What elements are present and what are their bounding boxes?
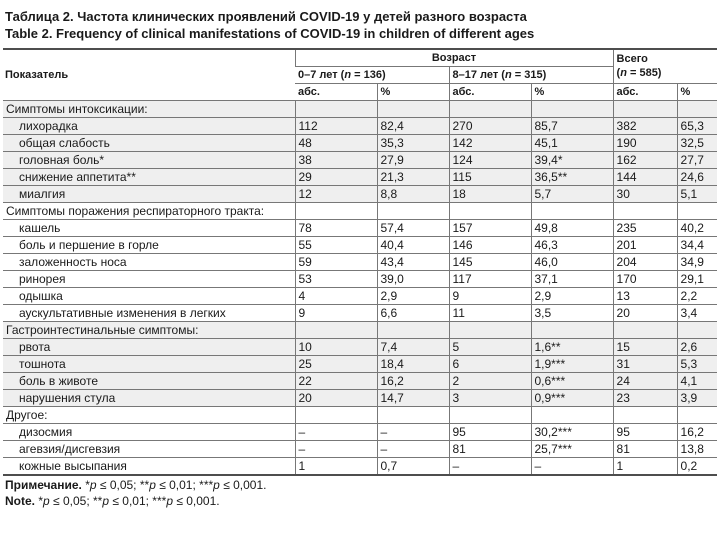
abs-8-17-cell: 3	[449, 390, 531, 407]
pct-total-cell: 2,6	[677, 339, 717, 356]
pct-0-7-cell: 18,4	[377, 356, 449, 373]
pct-total-cell: 2,2	[677, 288, 717, 305]
pct-8-17-cell: 85,7	[531, 118, 613, 135]
pct-0-7-cell: 14,7	[377, 390, 449, 407]
note-ru: Примечание. *p ≤ 0,05; **p ≤ 0,01; ***p ≤ 0,001.	[5, 478, 267, 492]
abs-total-cell: 15	[613, 339, 677, 356]
abs-0-7-cell: 20	[295, 390, 377, 407]
abs-total-cell: 31	[613, 356, 677, 373]
pct-8-17-cell: 5,7	[531, 186, 613, 203]
pct-total-cell: 40,2	[677, 220, 717, 237]
empty-cell	[377, 203, 449, 220]
empty-cell	[677, 203, 717, 220]
empty-cell	[613, 203, 677, 220]
row-label: одышка	[3, 288, 295, 305]
row-label: снижение аппетита**	[3, 169, 295, 186]
empty-cell	[449, 407, 531, 424]
abs-0-7-cell: –	[295, 441, 377, 458]
pct-8-17-cell: 45,1	[531, 135, 613, 152]
abs-total-cell: 201	[613, 237, 677, 254]
abs-8-17-cell: 5	[449, 339, 531, 356]
table-caption	[3, 0, 717, 42]
pct-total-cell: 34,9	[677, 254, 717, 271]
pct-total-cell: 34,4	[677, 237, 717, 254]
table-row	[3, 271, 717, 288]
pct-8-17-cell: 0,6***	[531, 373, 613, 390]
abs-total-cell: 170	[613, 271, 677, 288]
section-title: Симптомы поражения респираторного тракта:	[3, 203, 295, 220]
abs-total-cell: 20	[613, 305, 677, 322]
table-row	[3, 220, 717, 237]
empty-cell	[449, 322, 531, 339]
pct-0-7-cell: –	[377, 424, 449, 441]
abs-header: абс.	[613, 84, 677, 101]
pct-0-7-cell: –	[377, 441, 449, 458]
pct-header: %	[677, 84, 717, 101]
abs-8-17-cell: 157	[449, 220, 531, 237]
empty-cell	[295, 101, 377, 118]
table-row	[3, 390, 717, 407]
abs-8-17-cell: 81	[449, 441, 531, 458]
section-header-row	[3, 407, 717, 424]
section-header-row	[3, 101, 717, 118]
section-title: Гастроинтестинальные симптомы:	[3, 322, 295, 339]
abs-0-7-cell: 55	[295, 237, 377, 254]
group-8-17-header: 8–17 лет (n = 315)	[449, 67, 613, 84]
pct-8-17-cell: 36,5**	[531, 169, 613, 186]
abs-0-7-cell: 10	[295, 339, 377, 356]
abs-8-17-cell: 18	[449, 186, 531, 203]
abs-8-17-cell: 95	[449, 424, 531, 441]
pct-8-17-cell: 30,2***	[531, 424, 613, 441]
pct-8-17-cell: 3,5	[531, 305, 613, 322]
table-row	[3, 441, 717, 458]
row-label: миалгия	[3, 186, 295, 203]
abs-total-cell: 162	[613, 152, 677, 169]
row-label: агевзия/дисгевзия	[3, 441, 295, 458]
empty-cell	[449, 101, 531, 118]
table-row	[3, 288, 717, 305]
row-label: аускультативные изменения в легких	[3, 305, 295, 322]
abs-8-17-cell: 145	[449, 254, 531, 271]
pct-0-7-cell: 40,4	[377, 237, 449, 254]
total-header-label: Всего	[616, 53, 648, 65]
row-label: дизосмия	[3, 424, 295, 441]
age-header: Возраст	[295, 49, 613, 67]
pct-8-17-cell: 46,3	[531, 237, 613, 254]
empty-cell	[531, 407, 613, 424]
pct-total-cell: 3,4	[677, 305, 717, 322]
table-row	[3, 356, 717, 373]
section-header-row	[3, 322, 717, 339]
table-notes	[3, 477, 717, 509]
pct-8-17-cell: 1,9***	[531, 356, 613, 373]
abs-8-17-cell: 117	[449, 271, 531, 288]
table-row	[3, 237, 717, 254]
abs-total-cell: 23	[613, 390, 677, 407]
empty-cell	[377, 101, 449, 118]
table-row	[3, 135, 717, 152]
abs-0-7-cell: 4	[295, 288, 377, 305]
pct-total-cell: 27,7	[677, 152, 717, 169]
pct-total-cell: 5,1	[677, 186, 717, 203]
table-row	[3, 186, 717, 203]
pct-total-cell: 4,1	[677, 373, 717, 390]
total-header: Всего (n = 585)	[613, 49, 717, 84]
section-title: Симптомы интоксикации:	[3, 101, 295, 118]
table-body	[3, 101, 717, 476]
abs-0-7-cell: 1	[295, 458, 377, 476]
row-label: заложенность носа	[3, 254, 295, 271]
pct-0-7-cell: 6,6	[377, 305, 449, 322]
table-row	[3, 305, 717, 322]
table-row	[3, 152, 717, 169]
empty-cell	[677, 322, 717, 339]
empty-cell	[295, 407, 377, 424]
pct-total-cell: 13,8	[677, 441, 717, 458]
pct-0-7-cell: 27,9	[377, 152, 449, 169]
pct-total-cell: 0,2	[677, 458, 717, 476]
abs-total-cell: 95	[613, 424, 677, 441]
pct-header: %	[377, 84, 449, 101]
abs-0-7-cell: 12	[295, 186, 377, 203]
abs-0-7-cell: 48	[295, 135, 377, 152]
abs-0-7-cell: 25	[295, 356, 377, 373]
abs-8-17-cell: 11	[449, 305, 531, 322]
abs-header: абс.	[449, 84, 531, 101]
abs-0-7-cell: –	[295, 424, 377, 441]
pct-0-7-cell: 16,2	[377, 373, 449, 390]
empty-cell	[531, 101, 613, 118]
abs-8-17-cell: 146	[449, 237, 531, 254]
empty-cell	[613, 101, 677, 118]
clinical-manifestations-table	[3, 48, 717, 476]
table-row	[3, 118, 717, 135]
abs-total-cell: 144	[613, 169, 677, 186]
table-row	[3, 339, 717, 356]
table-row	[3, 254, 717, 271]
empty-cell	[613, 407, 677, 424]
abs-8-17-cell: 2	[449, 373, 531, 390]
pct-0-7-cell: 2,9	[377, 288, 449, 305]
table-title-en: Table 2. Frequency of clinical manifestations of COVID-19 in children of different ages	[5, 26, 535, 41]
empty-cell	[677, 407, 717, 424]
empty-cell	[531, 203, 613, 220]
row-label: ринорея	[3, 271, 295, 288]
pct-8-17-cell: 46,0	[531, 254, 613, 271]
empty-cell	[295, 322, 377, 339]
table-row	[3, 373, 717, 390]
pct-8-17-cell: 39,4*	[531, 152, 613, 169]
abs-total-cell: 81	[613, 441, 677, 458]
abs-0-7-cell: 53	[295, 271, 377, 288]
pct-0-7-cell: 8,8	[377, 186, 449, 203]
row-label: лихорадка	[3, 118, 295, 135]
row-label: общая слабость	[3, 135, 295, 152]
pct-total-cell: 24,6	[677, 169, 717, 186]
abs-8-17-cell: –	[449, 458, 531, 476]
abs-0-7-cell: 59	[295, 254, 377, 271]
table-row	[3, 169, 717, 186]
empty-cell	[449, 203, 531, 220]
abs-total-cell: 235	[613, 220, 677, 237]
abs-total-cell: 13	[613, 288, 677, 305]
pct-8-17-cell: 49,8	[531, 220, 613, 237]
abs-0-7-cell: 112	[295, 118, 377, 135]
section-header-row	[3, 203, 717, 220]
row-label: боль и першение в горле	[3, 237, 295, 254]
abs-0-7-cell: 22	[295, 373, 377, 390]
abs-8-17-cell: 124	[449, 152, 531, 169]
pct-0-7-cell: 0,7	[377, 458, 449, 476]
pct-8-17-cell: –	[531, 458, 613, 476]
row-label: кашель	[3, 220, 295, 237]
abs-0-7-cell: 29	[295, 169, 377, 186]
row-label: рвота	[3, 339, 295, 356]
abs-total-cell: 204	[613, 254, 677, 271]
abs-8-17-cell: 9	[449, 288, 531, 305]
pct-8-17-cell: 0,9***	[531, 390, 613, 407]
pct-8-17-cell: 2,9	[531, 288, 613, 305]
abs-total-cell: 24	[613, 373, 677, 390]
section-title: Другое:	[3, 407, 295, 424]
abs-8-17-cell: 115	[449, 169, 531, 186]
pct-8-17-cell: 1,6**	[531, 339, 613, 356]
empty-cell	[677, 101, 717, 118]
pct-0-7-cell: 21,3	[377, 169, 449, 186]
row-label: тошнота	[3, 356, 295, 373]
pct-total-cell: 16,2	[677, 424, 717, 441]
pct-total-cell: 29,1	[677, 271, 717, 288]
group-0-7-header: 0–7 лет (n = 136)	[295, 67, 449, 84]
empty-cell	[377, 407, 449, 424]
pct-0-7-cell: 39,0	[377, 271, 449, 288]
pct-total-cell: 32,5	[677, 135, 717, 152]
pct-0-7-cell: 7,4	[377, 339, 449, 356]
pct-0-7-cell: 82,4	[377, 118, 449, 135]
table-row	[3, 458, 717, 476]
pct-8-17-cell: 25,7***	[531, 441, 613, 458]
pct-total-cell: 5,3	[677, 356, 717, 373]
abs-0-7-cell: 9	[295, 305, 377, 322]
indicator-header: Показатель	[3, 49, 295, 101]
row-label: головная боль*	[3, 152, 295, 169]
abs-header: абс.	[295, 84, 377, 101]
note-en: Note. *p ≤ 0,05; **p ≤ 0,01; ***p ≤ 0,001.	[5, 494, 220, 508]
pct-0-7-cell: 43,4	[377, 254, 449, 271]
empty-cell	[295, 203, 377, 220]
abs-total-cell: 382	[613, 118, 677, 135]
abs-8-17-cell: 270	[449, 118, 531, 135]
pct-total-cell: 65,3	[677, 118, 717, 135]
abs-total-cell: 190	[613, 135, 677, 152]
row-label: нарушения стула	[3, 390, 295, 407]
table-title-ru: Таблица 2. Частота клинических проявлений COVID-19 у детей разного возраста	[5, 9, 527, 24]
pct-8-17-cell: 37,1	[531, 271, 613, 288]
pct-total-cell: 3,9	[677, 390, 717, 407]
abs-0-7-cell: 78	[295, 220, 377, 237]
empty-cell	[377, 322, 449, 339]
pct-header: %	[531, 84, 613, 101]
abs-8-17-cell: 142	[449, 135, 531, 152]
abs-8-17-cell: 6	[449, 356, 531, 373]
abs-total-cell: 30	[613, 186, 677, 203]
empty-cell	[613, 322, 677, 339]
row-label: кожные высыпания	[3, 458, 295, 476]
table-row	[3, 424, 717, 441]
abs-0-7-cell: 38	[295, 152, 377, 169]
row-label: боль в животе	[3, 373, 295, 390]
abs-total-cell: 1	[613, 458, 677, 476]
pct-0-7-cell: 57,4	[377, 220, 449, 237]
empty-cell	[531, 322, 613, 339]
pct-0-7-cell: 35,3	[377, 135, 449, 152]
